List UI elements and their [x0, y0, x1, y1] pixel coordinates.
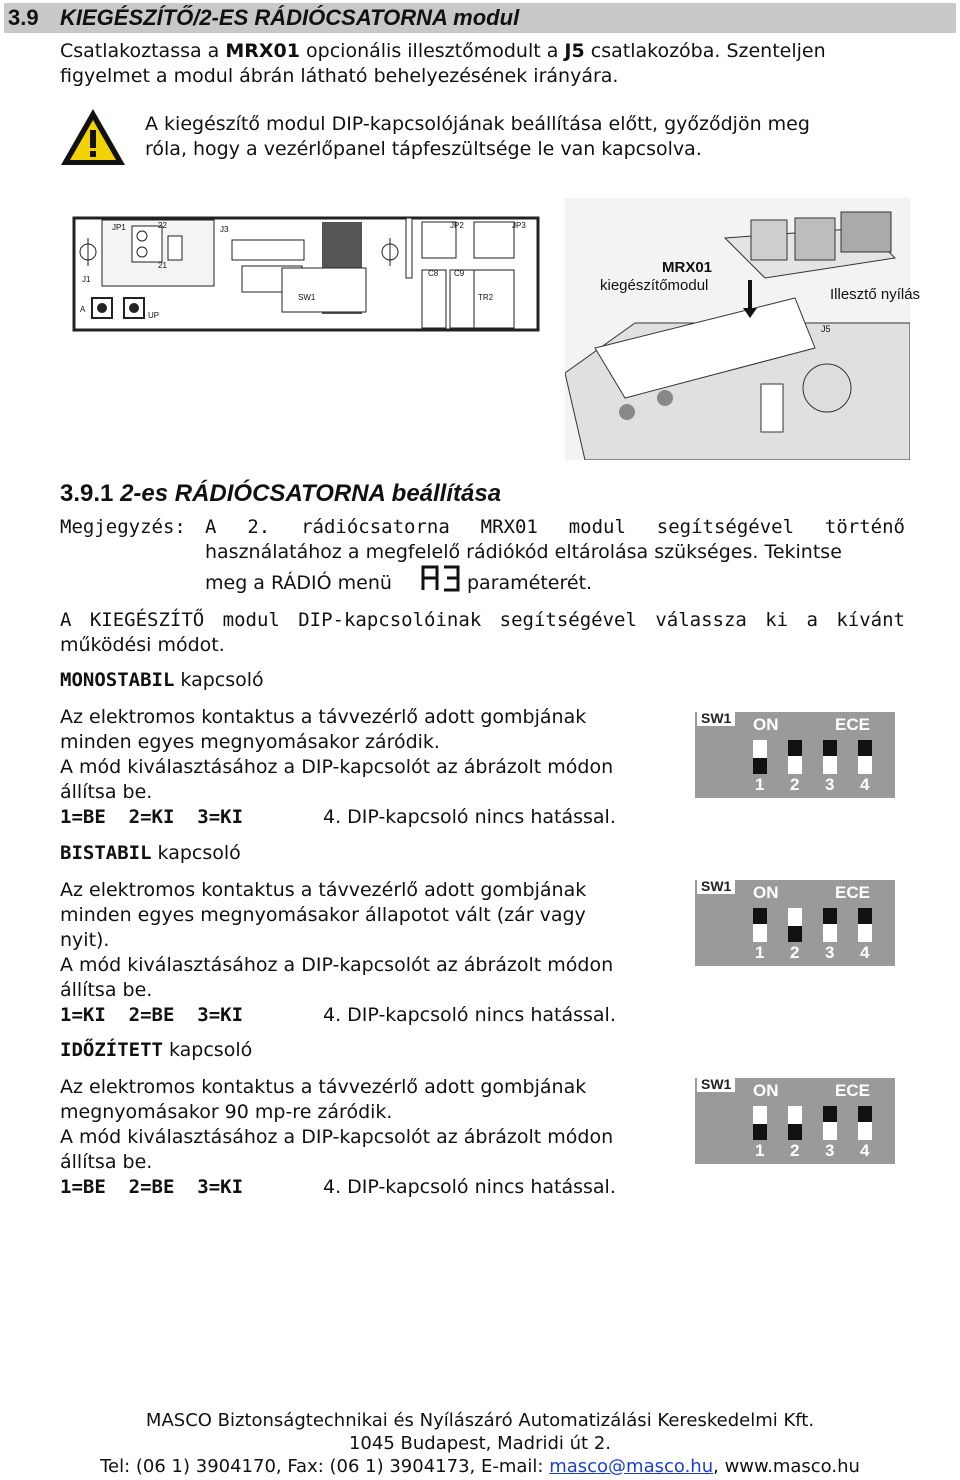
mode-heading: BISTABIL kapcsoló — [60, 842, 241, 864]
slot-label: Illesztő nyílás — [830, 286, 921, 303]
dip-slot-1 — [753, 1106, 767, 1140]
note-line-1: A 2. rádiócsatorna MRX01 modul segítségével történő — [205, 516, 905, 538]
dip-slot-2 — [788, 908, 802, 942]
control-board-diagram — [72, 212, 542, 336]
dip-ece-label: ECE — [835, 1081, 870, 1100]
footer-contact: Tel: (06 1) 3904170, Fax: (06 1) 3904173, E-mail: masco@masco.hu, www.masco.hu — [100, 1456, 860, 1477]
dip-switch-graphic — [695, 1078, 895, 1164]
dip-slot-3 — [823, 1106, 837, 1140]
svg-text:C8: C8 — [428, 269, 439, 278]
section-number: 3.9 — [8, 5, 39, 30]
svg-text:J1: J1 — [82, 275, 91, 284]
dip-on-label: ON — [753, 1081, 779, 1100]
dip-knob-3 — [823, 908, 837, 924]
dip-slot-4 — [858, 1106, 872, 1140]
dip-slot-1 — [753, 908, 767, 942]
dip-slot-2 — [788, 740, 802, 774]
dip-number-label: 4 — [860, 1141, 870, 1160]
section-title: KIEGÉSZÍTŐ/2-ES RÁDIÓCSATORNA modul — [60, 5, 520, 30]
dip-knob-4 — [858, 1106, 872, 1122]
warning-text: A kiegészítő modul DIP-kapcsolójának beállítása előtt, győződjön meg róla, hogy a vezérlőpanel tápfeszültsége le van kapcsolva. — [145, 113, 810, 160]
svg-text:J3: J3 — [220, 225, 229, 234]
dip-switch-graphic — [695, 712, 895, 798]
module-subtitle: kiegészítőmodul — [600, 277, 709, 294]
dip-knob-1 — [753, 908, 767, 924]
mode-description: Az elektromos kontaktus a távvezérlő adott gombjának minden egyes megnyomásakor záródik. A mód kiválasztásához a DIP-kapcsolót az ábrázolt módon állítsa be. 1=BE 2=KI 3=KI 4. DIP-kapcsoló nincs hatással. — [60, 706, 616, 828]
para-line-1: A KIEGÉSZÍTŐ modul DIP-kapcsolóinak segítségével válassza ki a kívánt — [60, 609, 905, 631]
dip-number-label: 2 — [790, 1141, 800, 1160]
dip-slot-2 — [788, 1106, 802, 1140]
dip-number-label: 3 — [825, 1141, 835, 1160]
mode-heading: IDŐZÍTETT kapcsoló — [60, 1039, 253, 1061]
note-line-2: használatához a megfelelő rádiókód eltárolása szükséges. Tekintse — [205, 541, 842, 563]
dip-slot-1 — [753, 740, 767, 774]
dip-slot-3 — [823, 908, 837, 942]
mode-note: 4. DIP-kapcsoló nincs hatással. — [323, 1004, 616, 1026]
mode-note: 4. DIP-kapcsoló nincs hatással. — [323, 806, 616, 828]
dip-number-label: 3 — [825, 943, 835, 962]
module-title: MRX01 — [662, 259, 713, 276]
dip-knob-2 — [788, 740, 802, 756]
footer-company: MASCO Biztonságtechnikai és Nyílászáró Automatizálási Kereskedelmi Kft. — [145, 1410, 815, 1431]
mode-description: Az elektromos kontaktus a távvezérlő adott gombjának minden egyes megnyomásakor állapotot vált (zár vagy nyit). A mód kiválasztásához a DIP-kapcsolót az ábrázolt módon állítsa be. 1=KI 2=BE 3=KI 4. DIP-kapcsoló nincs hatással. — [60, 879, 616, 1026]
note-label: Megjegyzés: — [60, 516, 186, 538]
dip-number-label: 3 — [825, 775, 835, 794]
mode-settings: 1=KI 2=BE 3=KI — [60, 1004, 244, 1026]
dip-number-label: 2 — [790, 943, 800, 962]
dip-knob-1 — [753, 758, 767, 774]
note-line-3a: meg a RÁDIÓ menü — [205, 572, 392, 594]
dip-knob-3 — [823, 740, 837, 756]
dip-number-label: 1 — [755, 1141, 765, 1160]
subsection-heading: 3.9.1 2-es RÁDIÓCSATORNA beállítása — [60, 480, 502, 507]
svg-text:21: 21 — [158, 261, 167, 270]
dip-sw-label: SW1 — [697, 878, 735, 894]
footer — [0, 1409, 960, 1478]
svg-text:SW1: SW1 — [298, 293, 316, 302]
mode-description: Az elektromos kontaktus a távvezérlő adott gombjának megnyomásakor 90 mp-re záródik. A mód kiválasztásához a DIP-kapcsolót az ábrázolt módon állítsa be. 1=BE 2=BE 3=KI 4. DIP-kapcsoló nincs hatással. — [60, 1076, 616, 1198]
svg-text:JP1: JP1 — [112, 223, 126, 232]
warning-icon — [58, 106, 128, 172]
dip-knob-2 — [788, 926, 802, 942]
dip-number-label: 2 — [790, 775, 800, 794]
svg-text:TR2: TR2 — [478, 293, 494, 302]
dip-slot-4 — [858, 740, 872, 774]
para-line-2: működési módot. — [60, 634, 225, 656]
svg-text:C9: C9 — [454, 269, 465, 278]
svg-text:J5: J5 — [821, 324, 831, 334]
svg-text:JP3: JP3 — [512, 221, 526, 230]
dip-slot-4 — [858, 908, 872, 942]
email-link[interactable]: masco@masco.hu — [549, 1456, 714, 1477]
dip-knob-3 — [823, 1106, 837, 1122]
svg-text:UP: UP — [148, 311, 160, 320]
dip-knob-2 — [788, 1124, 802, 1140]
dip-number-label: 4 — [860, 943, 870, 962]
display-code-icon — [420, 564, 462, 596]
mode-heading: MONOSTABIL kapcsoló — [60, 669, 264, 691]
dip-knob-4 — [858, 740, 872, 756]
dip-sw-label: SW1 — [697, 1076, 735, 1092]
dip-number-label: 4 — [860, 775, 870, 794]
dip-knob-1 — [753, 1124, 767, 1140]
mode-note: 4. DIP-kapcsoló nincs hatással. — [323, 1176, 616, 1198]
svg-text:22: 22 — [158, 221, 167, 230]
note-line-3b: paraméterét. — [467, 572, 593, 594]
dip-number-label: 1 — [755, 775, 765, 794]
dip-on-label: ON — [753, 715, 779, 734]
mode-settings: 1=BE 2=KI 3=KI — [60, 806, 244, 828]
intro-paragraph: Csatlakoztassa a MRX01 opcionális illesztőmodult a J5 csatlakozóba. Szenteljen figyelmet a modul ábrán látható behelyezésének irányára. — [60, 40, 826, 87]
dip-knob-4 — [858, 908, 872, 924]
dip-switch-graphic — [695, 880, 895, 966]
svg-text:A: A — [80, 305, 86, 314]
dip-ece-label: ECE — [835, 883, 870, 902]
dip-slot-3 — [823, 740, 837, 774]
dip-on-label: ON — [753, 883, 779, 902]
dip-ece-label: ECE — [835, 715, 870, 734]
dip-sw-label: SW1 — [697, 710, 735, 726]
mrx01-module-diagram — [565, 198, 910, 464]
mode-settings: 1=BE 2=BE 3=KI — [60, 1176, 244, 1198]
footer-address: 1045 Budapest, Madridi út 2. — [348, 1433, 612, 1454]
dip-number-label: 1 — [755, 943, 765, 962]
svg-text:JP2: JP2 — [450, 221, 464, 230]
